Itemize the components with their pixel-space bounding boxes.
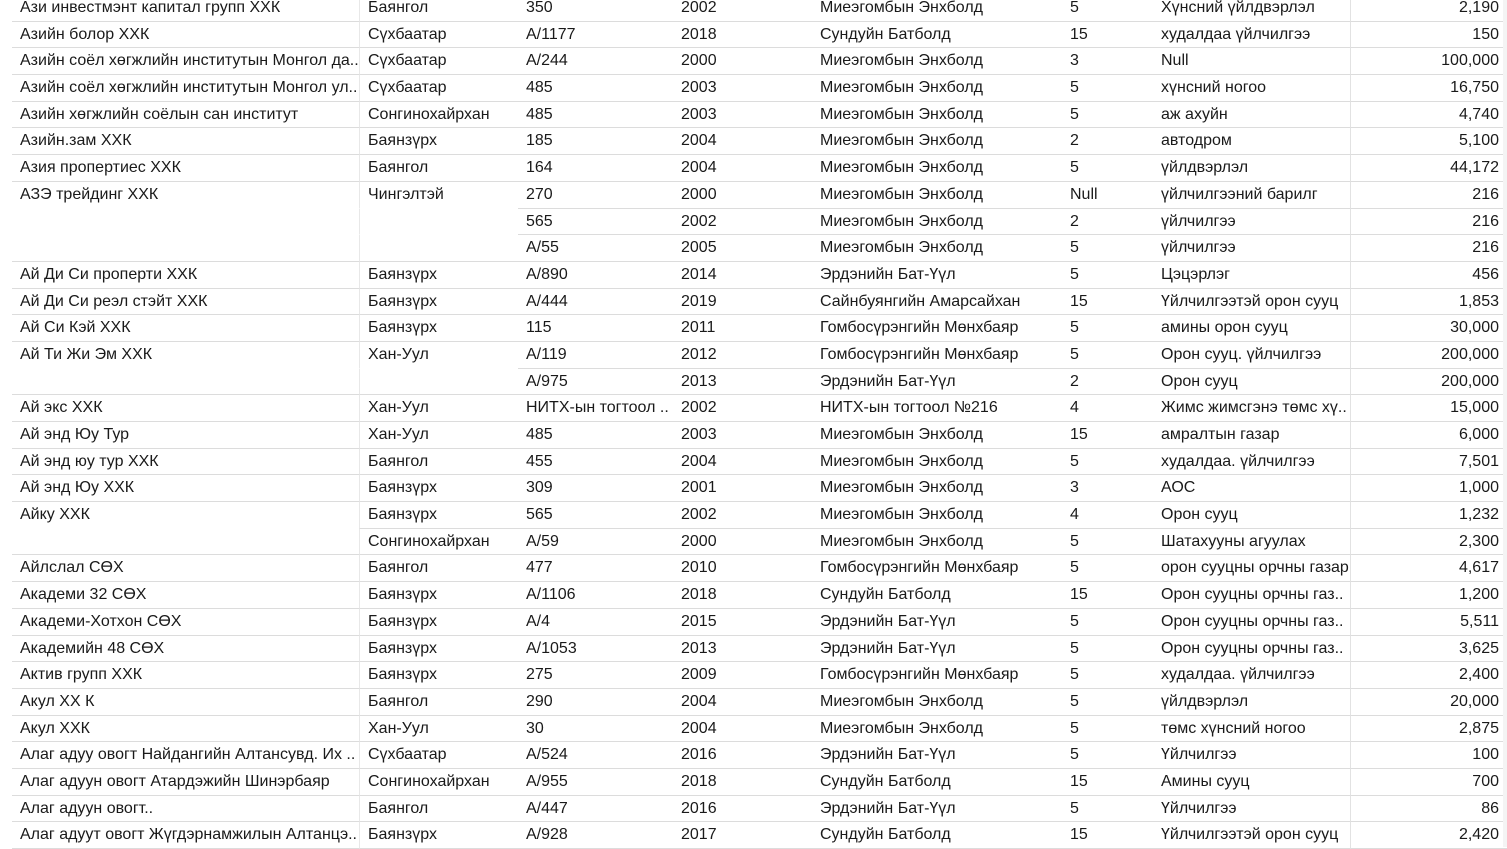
table-row[interactable] — [12, 475, 1507, 502]
duration-cell[interactable]: 2 — [1062, 128, 1153, 155]
decree-number-cell[interactable]: 350 — [518, 0, 673, 22]
decree-number-cell[interactable]: 565 — [518, 502, 673, 529]
district-cell[interactable]: Баянзүрх — [359, 662, 518, 689]
area-size-cell[interactable]: 700 — [1351, 769, 1507, 796]
duration-cell[interactable]: 4 — [1062, 395, 1153, 422]
district-cell[interactable]: Баянзүрх — [359, 475, 518, 502]
purpose-cell[interactable]: Үйлчилгээ — [1153, 742, 1351, 769]
purpose-cell[interactable]: үйлдвэрлэл — [1153, 155, 1351, 182]
table-row[interactable] — [12, 369, 1507, 396]
official-name-cell[interactable]: Миеэгомбын Энхболд — [812, 449, 1062, 476]
decree-number-cell[interactable]: А/4 — [518, 609, 673, 636]
year-cell[interactable]: 2018 — [673, 769, 812, 796]
company-cell[interactable]: Ай энд юу тур ХХК — [12, 449, 359, 476]
decree-number-cell[interactable]: 270 — [518, 182, 673, 209]
company-cell[interactable]: Алаг адуут овогт Жүгдэрнамжилын Алтанцэ.. — [12, 822, 359, 849]
district-cell[interactable]: Сонгинохайрхан — [359, 769, 518, 796]
data-table — [12, 0, 1507, 849]
official-name-cell[interactable]: Миеэгомбын Энхболд — [812, 502, 1062, 529]
purpose-cell[interactable]: Шатахууны агуулах — [1153, 529, 1351, 556]
official-name-cell[interactable]: Гомбосүрэнгийн Мөнхбаяр — [812, 342, 1062, 369]
year-cell[interactable]: 2013 — [673, 369, 812, 396]
district-cell[interactable]: Баянзүрх — [359, 502, 518, 529]
official-name-cell[interactable]: Миеэгомбын Энхболд — [812, 182, 1062, 209]
duration-cell[interactable]: 5 — [1062, 315, 1153, 342]
district-cell[interactable]: Баянгол — [359, 689, 518, 716]
area-size-cell[interactable]: 4,740 — [1351, 102, 1507, 129]
area-size-cell[interactable]: 3,625 — [1351, 636, 1507, 663]
district-cell[interactable]: Баянзүрх — [359, 262, 518, 289]
company-cell[interactable]: Ай энд Юу ХХК — [12, 475, 359, 502]
year-cell[interactable]: 2019 — [673, 289, 812, 316]
table-row[interactable] — [12, 689, 1507, 716]
decree-number-cell[interactable]: 485 — [518, 75, 673, 102]
duration-cell[interactable]: 5 — [1062, 636, 1153, 663]
table-row[interactable] — [12, 0, 1507, 22]
purpose-cell[interactable]: Null — [1153, 48, 1351, 75]
company-cell[interactable] — [12, 369, 359, 396]
company-cell[interactable]: Ай энд Юу Тур — [12, 422, 359, 449]
table-row[interactable] — [12, 289, 1507, 316]
company-cell[interactable]: Академи-Хотхон СӨХ — [12, 609, 359, 636]
company-cell[interactable]: Ай Си Кэй ХХК — [12, 315, 359, 342]
purpose-cell[interactable]: Орон сууцны орчны газ.. — [1153, 582, 1351, 609]
district-cell[interactable]: Хан-Уул — [359, 422, 518, 449]
purpose-cell[interactable]: үйлчилгээний барилг — [1153, 182, 1351, 209]
table-row[interactable] — [12, 395, 1507, 422]
area-size-cell[interactable]: 4,617 — [1351, 555, 1507, 582]
company-cell[interactable]: Азийн соёл хөгжлийн институтын Монгол ул.. — [12, 75, 359, 102]
table-row[interactable] — [12, 342, 1507, 369]
area-size-cell[interactable]: 5,511 — [1351, 609, 1507, 636]
purpose-cell[interactable]: Орон сууцны орчны газ.. — [1153, 636, 1351, 663]
company-cell[interactable]: Азийн болор ХХК — [12, 22, 359, 49]
duration-cell[interactable]: 15 — [1062, 822, 1153, 849]
official-name-cell[interactable]: Сундуйн Батболд — [812, 822, 1062, 849]
official-name-cell[interactable]: Миеэгомбын Энхболд — [812, 155, 1062, 182]
district-cell[interactable]: Баянзүрх — [359, 609, 518, 636]
purpose-cell[interactable]: төмс хүнсний ногоо — [1153, 716, 1351, 743]
company-cell[interactable]: Академи 32 СӨХ — [12, 582, 359, 609]
purpose-cell[interactable]: Орон сууц. үйлчилгээ — [1153, 342, 1351, 369]
decree-number-cell[interactable]: 477 — [518, 555, 673, 582]
area-size-cell[interactable]: 216 — [1351, 209, 1507, 236]
area-size-cell[interactable]: 7,501 — [1351, 449, 1507, 476]
table-row[interactable] — [12, 555, 1507, 582]
decree-number-cell[interactable]: А/955 — [518, 769, 673, 796]
area-size-cell[interactable]: 100,000 — [1351, 48, 1507, 75]
area-size-cell[interactable]: 150 — [1351, 22, 1507, 49]
table-row[interactable] — [12, 102, 1507, 129]
duration-cell[interactable]: 15 — [1062, 582, 1153, 609]
official-name-cell[interactable]: Эрдэнийн Бат-Үүл — [812, 369, 1062, 396]
company-cell[interactable]: Азия пропертиес ХХК — [12, 155, 359, 182]
table-row[interactable] — [12, 422, 1507, 449]
table-row[interactable] — [12, 502, 1507, 529]
area-size-cell[interactable]: 1,232 — [1351, 502, 1507, 529]
duration-cell[interactable]: 5 — [1062, 609, 1153, 636]
decree-number-cell[interactable]: А/1106 — [518, 582, 673, 609]
purpose-cell[interactable]: Хүнсний үйлдвэрлэл — [1153, 0, 1351, 22]
duration-cell[interactable]: 5 — [1062, 662, 1153, 689]
decree-number-cell[interactable]: 565 — [518, 209, 673, 236]
year-cell[interactable]: 2017 — [673, 822, 812, 849]
area-size-cell[interactable]: 6,000 — [1351, 422, 1507, 449]
area-size-cell[interactable]: 456 — [1351, 262, 1507, 289]
area-size-cell[interactable]: 2,190 — [1351, 0, 1507, 22]
decree-number-cell[interactable]: А/1177 — [518, 22, 673, 49]
district-cell[interactable]: Хан-Уул — [359, 716, 518, 743]
purpose-cell[interactable]: Үйлчилгээтэй орон сууц — [1153, 822, 1351, 849]
duration-cell[interactable]: 15 — [1062, 769, 1153, 796]
district-cell[interactable]: Баянзүрх — [359, 128, 518, 155]
year-cell[interactable]: 2004 — [673, 155, 812, 182]
district-cell[interactable]: Баянзүрх — [359, 289, 518, 316]
official-name-cell[interactable]: Миеэгомбын Энхболд — [812, 716, 1062, 743]
table-row[interactable] — [12, 22, 1507, 49]
table-row[interactable] — [12, 769, 1507, 796]
purpose-cell[interactable]: Орон сууц — [1153, 502, 1351, 529]
purpose-cell[interactable]: орон сууцны орчны газар — [1153, 555, 1351, 582]
district-cell[interactable]: Хан-Уул — [359, 395, 518, 422]
duration-cell[interactable]: 5 — [1062, 529, 1153, 556]
decree-number-cell[interactable]: 275 — [518, 662, 673, 689]
company-cell[interactable]: Ай Ди Си проперти ХХК — [12, 262, 359, 289]
area-size-cell[interactable]: 44,172 — [1351, 155, 1507, 182]
official-name-cell[interactable]: Миеэгомбын Энхболд — [812, 0, 1062, 22]
company-cell[interactable]: Академийн 48 СӨХ — [12, 636, 359, 663]
table-row[interactable] — [12, 48, 1507, 75]
area-size-cell[interactable]: 216 — [1351, 235, 1507, 262]
decree-number-cell[interactable]: 115 — [518, 315, 673, 342]
purpose-cell[interactable]: АОС — [1153, 475, 1351, 502]
area-size-cell[interactable]: 2,420 — [1351, 822, 1507, 849]
purpose-cell[interactable]: худалдаа үйлчилгээ — [1153, 22, 1351, 49]
company-cell[interactable]: Алаг адуун овогт Атардэжийн Шинэрбаяр — [12, 769, 359, 796]
district-cell[interactable] — [359, 209, 518, 236]
decree-number-cell[interactable]: А/447 — [518, 796, 673, 823]
company-cell[interactable] — [12, 529, 359, 556]
company-cell[interactable]: Айку ХХК — [20, 506, 90, 524]
duration-cell[interactable]: Null — [1062, 182, 1153, 209]
purpose-cell[interactable]: худалдаа. үйлчилгээ — [1153, 662, 1351, 689]
purpose-cell[interactable]: амины орон сууц — [1153, 315, 1351, 342]
decree-number-cell[interactable]: А/55 — [518, 235, 673, 262]
duration-cell[interactable]: 15 — [1062, 22, 1153, 49]
purpose-cell[interactable]: Цэцэрлэг — [1153, 262, 1351, 289]
company-cell[interactable]: Акул ХХ К — [12, 689, 359, 716]
table-row[interactable] — [12, 582, 1507, 609]
year-cell[interactable]: 2003 — [673, 75, 812, 102]
district-cell[interactable]: Сүхбаатар — [359, 742, 518, 769]
decree-number-cell[interactable]: 455 — [518, 449, 673, 476]
area-size-cell[interactable]: 1,853 — [1351, 289, 1507, 316]
district-cell[interactable]: Сонгинохайрхан — [359, 529, 518, 556]
duration-cell[interactable]: 3 — [1062, 48, 1153, 75]
year-cell[interactable]: 2005 — [673, 235, 812, 262]
district-cell[interactable]: Чингэлтэй — [359, 182, 518, 209]
purpose-cell[interactable]: Үйлчилгээтэй орон сууц — [1153, 289, 1351, 316]
decree-number-cell[interactable]: А/524 — [518, 742, 673, 769]
area-size-cell[interactable]: 16,750 — [1351, 75, 1507, 102]
company-cell[interactable]: Ай Ти Жи Эм ХХК — [20, 345, 153, 363]
vertical-scrollbar[interactable] — [1503, 0, 1507, 847]
duration-cell[interactable]: 5 — [1062, 555, 1153, 582]
year-cell[interactable]: 2010 — [673, 555, 812, 582]
decree-number-cell[interactable]: А/975 — [518, 369, 673, 396]
purpose-cell[interactable]: хүнсний ногоо — [1153, 75, 1351, 102]
district-cell[interactable]: Хан-Уул — [359, 342, 518, 369]
purpose-cell[interactable]: амралтын газар — [1153, 422, 1351, 449]
district-cell[interactable]: Баянгол — [359, 555, 518, 582]
district-cell[interactable]: Сүхбаатар — [359, 22, 518, 49]
company-cell[interactable]: Ай экс ХХК — [12, 395, 359, 422]
duration-cell[interactable]: 5 — [1062, 0, 1153, 22]
purpose-cell[interactable]: аж ахуйн — [1153, 102, 1351, 129]
year-cell[interactable]: 2015 — [673, 609, 812, 636]
area-size-cell[interactable]: 1,200 — [1351, 582, 1507, 609]
area-size-cell[interactable]: 2,400 — [1351, 662, 1507, 689]
official-name-cell[interactable]: Эрдэнийн Бат-Үүл — [812, 262, 1062, 289]
official-name-cell[interactable]: Сундуйн Батболд — [812, 769, 1062, 796]
table-row[interactable] — [12, 636, 1507, 663]
area-size-cell[interactable]: 30,000 — [1351, 315, 1507, 342]
company-cell[interactable]: Азийн соёл хөгжлийн институтын Монгол да.. — [12, 48, 359, 75]
purpose-cell[interactable]: үйлчилгээ — [1153, 209, 1351, 236]
company-cell[interactable]: Алаг адуун овогт.. — [12, 796, 359, 823]
area-size-cell[interactable]: 2,300 — [1351, 529, 1507, 556]
table-row[interactable] — [12, 796, 1507, 823]
area-size-cell[interactable]: 2,875 — [1351, 716, 1507, 743]
official-name-cell[interactable]: Миеэгомбын Энхболд — [812, 689, 1062, 716]
company-cell[interactable]: Ази инвестмэнт капитал групп ХХК — [12, 0, 359, 22]
district-cell[interactable]: Баянгол — [359, 155, 518, 182]
company-cell[interactable]: Айлслал СӨХ — [12, 555, 359, 582]
district-cell[interactable] — [359, 369, 518, 396]
purpose-cell[interactable]: үйлчилгээ — [1153, 235, 1351, 262]
purpose-cell[interactable]: автодром — [1153, 128, 1351, 155]
official-name-cell[interactable]: Миеэгомбын Энхболд — [812, 475, 1062, 502]
area-size-cell[interactable]: 5,100 — [1351, 128, 1507, 155]
official-name-cell[interactable]: Миеэгомбын Энхболд — [812, 48, 1062, 75]
company-cell[interactable] — [12, 235, 359, 262]
duration-cell[interactable]: 5 — [1062, 689, 1153, 716]
year-cell[interactable]: 2009 — [673, 662, 812, 689]
year-cell[interactable]: 2002 — [673, 502, 812, 529]
district-cell[interactable]: Сонгинохайрхан — [359, 102, 518, 129]
year-cell[interactable]: 2003 — [673, 102, 812, 129]
decree-number-cell[interactable]: А/928 — [518, 822, 673, 849]
decree-number-cell[interactable]: 164 — [518, 155, 673, 182]
decree-number-cell[interactable]: А/119 — [518, 342, 673, 369]
year-cell[interactable]: 2018 — [673, 22, 812, 49]
duration-cell[interactable]: 5 — [1062, 742, 1153, 769]
duration-cell[interactable]: 15 — [1062, 422, 1153, 449]
duration-cell[interactable]: 4 — [1062, 502, 1153, 529]
table-row[interactable] — [12, 449, 1507, 476]
table-row[interactable] — [12, 128, 1507, 155]
official-name-cell[interactable]: Эрдэнийн Бат-Үүл — [812, 636, 1062, 663]
year-cell[interactable]: 2018 — [673, 582, 812, 609]
table-row[interactable] — [12, 315, 1507, 342]
official-name-cell[interactable]: Гомбосүрэнгийн Мөнхбаяр — [812, 662, 1062, 689]
decree-number-cell[interactable]: 290 — [518, 689, 673, 716]
duration-cell[interactable]: 3 — [1062, 475, 1153, 502]
district-cell[interactable]: Баянзүрх — [359, 315, 518, 342]
year-cell[interactable]: 2004 — [673, 449, 812, 476]
company-cell[interactable]: Акул ХХК — [12, 716, 359, 743]
duration-cell[interactable]: 15 — [1062, 289, 1153, 316]
purpose-cell[interactable]: Орон сууцны орчны газ.. — [1153, 609, 1351, 636]
official-name-cell[interactable]: Миеэгомбын Энхболд — [812, 235, 1062, 262]
district-cell[interactable]: Сүхбаатар — [359, 75, 518, 102]
official-name-cell[interactable]: Миеэгомбын Энхболд — [812, 102, 1062, 129]
district-cell[interactable]: Баянзүрх — [359, 582, 518, 609]
duration-cell[interactable]: 5 — [1062, 262, 1153, 289]
district-cell[interactable] — [359, 235, 518, 262]
duration-cell[interactable]: 2 — [1062, 369, 1153, 396]
official-name-cell[interactable]: Эрдэнийн Бат-Үүл — [812, 796, 1062, 823]
year-cell[interactable]: 2004 — [673, 716, 812, 743]
year-cell[interactable]: 2002 — [673, 209, 812, 236]
official-name-cell[interactable]: Эрдэнийн Бат-Үүл — [812, 742, 1062, 769]
duration-cell[interactable]: 5 — [1062, 342, 1153, 369]
official-name-cell[interactable]: Гомбосүрэнгийн Мөнхбаяр — [812, 555, 1062, 582]
decree-number-cell[interactable]: 185 — [518, 128, 673, 155]
official-name-cell[interactable]: Миеэгомбын Энхболд — [812, 209, 1062, 236]
district-cell[interactable]: Баянгол — [359, 796, 518, 823]
area-size-cell[interactable]: 20,000 — [1351, 689, 1507, 716]
area-size-cell[interactable]: 200,000 — [1351, 342, 1507, 369]
duration-cell[interactable]: 5 — [1062, 75, 1153, 102]
official-name-cell[interactable]: Сундуйн Батболд — [812, 582, 1062, 609]
official-name-cell[interactable]: Сайнбуянгийн Амарсайхан — [812, 289, 1062, 316]
table-row[interactable] — [12, 609, 1507, 636]
area-size-cell[interactable]: 1,000 — [1351, 475, 1507, 502]
decree-number-cell[interactable]: А/444 — [518, 289, 673, 316]
district-cell[interactable]: Сүхбаатар — [359, 48, 518, 75]
company-cell[interactable]: Азийн.зам ХХК — [12, 128, 359, 155]
year-cell[interactable]: 2000 — [673, 48, 812, 75]
year-cell[interactable]: 2000 — [673, 182, 812, 209]
purpose-cell[interactable]: худалдаа. үйлчилгээ — [1153, 449, 1351, 476]
year-cell[interactable]: 2003 — [673, 422, 812, 449]
area-size-cell[interactable]: 86 — [1351, 796, 1507, 823]
official-name-cell[interactable]: НИТХ-ын тогтоол №216 — [812, 395, 1062, 422]
year-cell[interactable]: 2002 — [673, 0, 812, 22]
official-name-cell[interactable]: Сундуйн Батболд — [812, 22, 1062, 49]
duration-cell[interactable]: 5 — [1062, 235, 1153, 262]
duration-cell[interactable]: 5 — [1062, 796, 1153, 823]
official-name-cell[interactable]: Миеэгомбын Энхболд — [812, 128, 1062, 155]
company-cell[interactable]: Актив групп ХХК — [12, 662, 359, 689]
year-cell[interactable]: 2014 — [673, 262, 812, 289]
company-cell[interactable] — [12, 209, 359, 236]
official-name-cell[interactable]: Эрдэнийн Бат-Үүл — [812, 609, 1062, 636]
year-cell[interactable]: 2012 — [673, 342, 812, 369]
table-row[interactable] — [12, 529, 1507, 556]
decree-number-cell[interactable]: 30 — [518, 716, 673, 743]
decree-number-cell[interactable]: 309 — [518, 475, 673, 502]
table-row[interactable] — [12, 182, 1507, 209]
year-cell[interactable]: 2011 — [673, 315, 812, 342]
duration-cell[interactable]: 5 — [1062, 716, 1153, 743]
company-cell[interactable]: АЗЭ трейдинг ХХК — [20, 185, 159, 203]
district-cell[interactable]: Баянгол — [359, 449, 518, 476]
table-row[interactable] — [12, 822, 1507, 849]
company-cell[interactable]: Азийн хөгжлийн соёлын сан институт — [12, 102, 359, 129]
district-cell[interactable]: Баянгол — [359, 0, 518, 22]
year-cell[interactable]: 2004 — [673, 128, 812, 155]
purpose-cell[interactable]: үйлдвэрлэл — [1153, 689, 1351, 716]
official-name-cell[interactable]: Гомбосүрэнгийн Мөнхбаяр — [812, 315, 1062, 342]
official-name-cell[interactable]: Миеэгомбын Энхболд — [812, 422, 1062, 449]
purpose-cell[interactable]: Үйлчилгээ — [1153, 796, 1351, 823]
company-cell[interactable]: Алаг адуу овогт Найдангийн Алтансувд. Их .. — [12, 742, 359, 769]
duration-cell[interactable]: 5 — [1062, 102, 1153, 129]
table-row[interactable] — [12, 262, 1507, 289]
year-cell[interactable]: 2000 — [673, 529, 812, 556]
official-name-cell[interactable]: Миеэгомбын Энхболд — [812, 529, 1062, 556]
area-size-cell[interactable]: 15,000 — [1351, 395, 1507, 422]
company-cell[interactable]: Ай Ди Си реэл стэйт ХХК — [12, 289, 359, 316]
purpose-cell[interactable]: Жимс жимсгэнэ төмс хү.. — [1153, 395, 1351, 422]
purpose-cell[interactable]: Амины сууц — [1153, 769, 1351, 796]
table-row[interactable] — [12, 75, 1507, 102]
year-cell[interactable]: 2002 — [673, 395, 812, 422]
year-cell[interactable]: 2013 — [673, 636, 812, 663]
purpose-cell[interactable]: Орон сууц — [1153, 369, 1351, 396]
table-row[interactable] — [12, 716, 1507, 743]
year-cell[interactable]: 2016 — [673, 796, 812, 823]
area-size-cell[interactable]: 100 — [1351, 742, 1507, 769]
district-cell[interactable]: Баянзүрх — [359, 822, 518, 849]
official-name-cell[interactable]: Миеэгомбын Энхболд — [812, 75, 1062, 102]
decree-number-cell[interactable]: А/59 — [518, 529, 673, 556]
decree-number-cell[interactable]: 485 — [518, 102, 673, 129]
decree-number-cell[interactable]: 485 — [518, 422, 673, 449]
area-size-cell[interactable]: 200,000 — [1351, 369, 1507, 396]
decree-number-cell[interactable]: А/1053 — [518, 636, 673, 663]
table-row[interactable] — [12, 662, 1507, 689]
decree-number-cell[interactable]: А/244 — [518, 48, 673, 75]
year-cell[interactable]: 2001 — [673, 475, 812, 502]
duration-cell[interactable]: 5 — [1062, 155, 1153, 182]
area-size-cell[interactable]: 216 — [1351, 182, 1507, 209]
table-row[interactable] — [12, 742, 1507, 769]
duration-cell[interactable]: 5 — [1062, 449, 1153, 476]
table-row[interactable] — [12, 235, 1507, 262]
table-row[interactable] — [12, 209, 1507, 236]
district-cell[interactable]: Баянзүрх — [359, 636, 518, 663]
decree-number-cell[interactable]: А/890 — [518, 262, 673, 289]
table-row[interactable] — [12, 155, 1507, 182]
year-cell[interactable]: 2004 — [673, 689, 812, 716]
duration-cell[interactable]: 2 — [1062, 209, 1153, 236]
decree-number-cell[interactable]: НИТХ-ын тогтоол .. — [518, 395, 673, 422]
year-cell[interactable]: 2016 — [673, 742, 812, 769]
